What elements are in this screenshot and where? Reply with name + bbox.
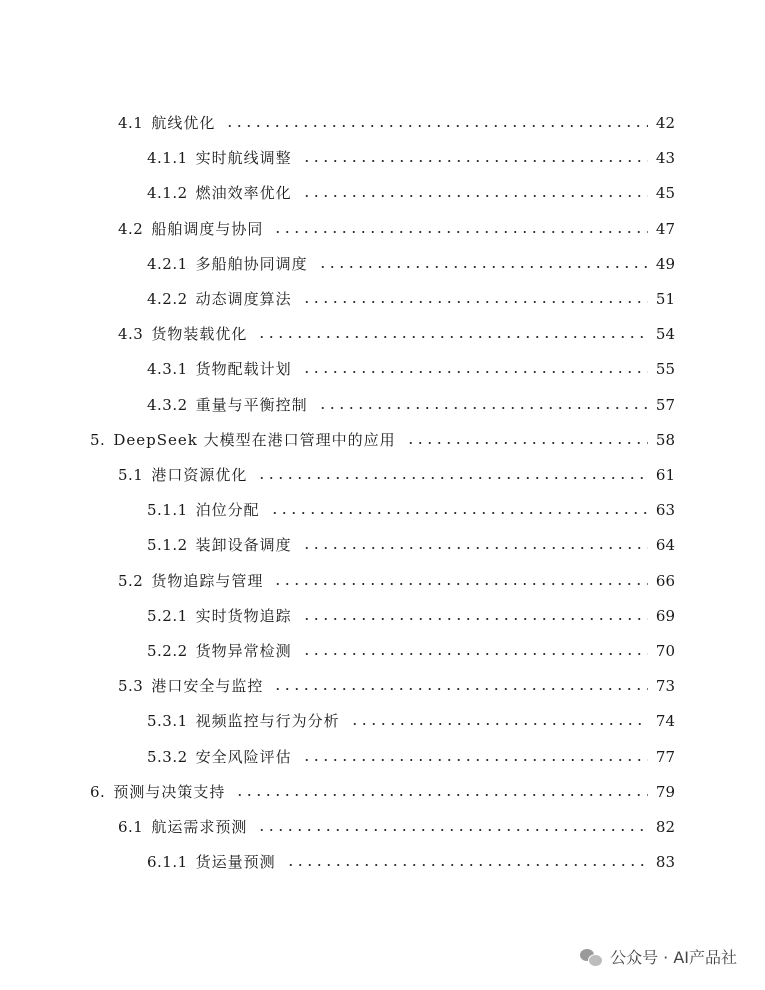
toc-number: 4.1 [118, 114, 144, 132]
toc-page-number: 55 [655, 360, 675, 379]
dot-leader [302, 160, 648, 162]
toc-title: 预测与决策支持 [113, 782, 226, 801]
dot-leader [286, 864, 648, 866]
toc-page-number: 51 [655, 290, 675, 308]
toc-title: 装卸设备调度 [195, 536, 292, 555]
toc-title: 货物配载计划 [195, 360, 292, 379]
toc-title: 船舶调度与协同 [151, 219, 264, 238]
toc-number: 5.2.1 [147, 606, 188, 625]
watermark [580, 945, 737, 968]
toc-entry[interactable] [147, 354, 675, 384]
toc-title: 货物装载优化 [151, 325, 248, 344]
toc-number: 4.3.1 [147, 360, 188, 379]
toc-entry[interactable] [118, 214, 675, 244]
dot-leader [273, 688, 648, 690]
toc-entry[interactable] [147, 495, 675, 525]
toc-entry[interactable] [147, 284, 675, 314]
dot-leader [302, 301, 648, 303]
toc-page-number: 66 [655, 571, 675, 590]
dot-leader [302, 547, 648, 549]
toc-page-number: 49 [655, 254, 675, 273]
dot-leader [302, 653, 648, 655]
toc-page-number: 43 [655, 149, 675, 168]
dot-leader [350, 723, 648, 725]
dot-leader [273, 583, 648, 585]
toc-number: 5. [90, 430, 106, 449]
watermark-text: 公众号 · AI产品社 [610, 948, 737, 967]
toc-number: 6.1.1 [147, 853, 188, 872]
toc-title: 航运需求预测 [151, 818, 248, 836]
toc-page-number: 83 [655, 853, 675, 872]
toc-page-number: 42 [655, 114, 675, 132]
toc-entry[interactable] [147, 178, 675, 208]
toc-title: 动态调度算法 [195, 290, 292, 308]
toc-entry[interactable] [118, 460, 675, 490]
dot-leader [302, 195, 648, 197]
toc-number: 5.1.1 [147, 501, 188, 520]
toc-title: DeepSeek 大模型在港口管理中的应用 [113, 430, 396, 449]
toc-title: 泊位分配 [195, 501, 260, 520]
toc-entry[interactable] [147, 847, 675, 877]
dot-leader [318, 266, 648, 268]
toc-number: 4.1.1 [147, 149, 188, 168]
dot-leader [318, 407, 648, 409]
toc-page-number: 77 [655, 747, 675, 766]
toc-number: 4.2.2 [147, 290, 188, 308]
dot-leader [257, 477, 648, 479]
toc-page-number: 82 [655, 818, 675, 836]
toc-page-number: 73 [655, 677, 675, 696]
toc-number: 4.2 [118, 219, 144, 238]
toc-number: 4.3 [118, 325, 144, 344]
toc-number: 4.3.2 [147, 395, 188, 414]
toc-entry[interactable] [90, 425, 675, 455]
toc-page-number: 70 [655, 642, 675, 660]
dot-leader [302, 371, 648, 373]
toc-entry[interactable] [147, 636, 675, 666]
toc-entry[interactable] [118, 108, 675, 138]
toc-title: 港口资源优化 [151, 466, 248, 484]
toc-entry[interactable] [147, 390, 675, 420]
dot-leader [270, 512, 648, 514]
toc-title: 重量与平衡控制 [195, 395, 308, 414]
toc-page-number: 63 [655, 501, 675, 520]
dot-leader [406, 442, 648, 444]
toc-entry[interactable] [147, 706, 675, 736]
toc-title: 实时货物追踪 [195, 606, 292, 625]
toc-title: 实时航线调整 [195, 149, 292, 168]
toc-title: 货物异常检测 [195, 642, 292, 660]
toc-number: 4.2.1 [147, 254, 188, 273]
toc-title: 视频监控与行为分析 [195, 712, 340, 731]
toc-entry[interactable] [118, 671, 675, 701]
toc-entry[interactable] [147, 143, 675, 173]
toc-number: 5.1 [118, 466, 144, 484]
toc-title: 货物追踪与管理 [151, 571, 264, 590]
toc-title: 多船舶协同调度 [195, 254, 308, 273]
toc-entry[interactable] [147, 530, 675, 560]
dot-leader [235, 794, 648, 796]
toc-page-number: 57 [655, 395, 675, 414]
dot-leader [225, 125, 648, 127]
toc-number: 5.1.2 [147, 536, 188, 555]
toc-entry[interactable] [118, 319, 675, 349]
toc-page-number: 47 [655, 219, 675, 238]
toc-page-number: 64 [655, 536, 675, 555]
toc-page-number: 61 [655, 466, 675, 484]
toc-entry[interactable] [118, 566, 675, 596]
toc-page-number: 54 [655, 325, 675, 344]
toc-entry[interactable] [147, 742, 675, 772]
toc-number: 6.1 [118, 818, 144, 836]
dot-leader [302, 618, 648, 620]
toc-title: 货运量预测 [195, 853, 276, 872]
toc-title: 安全风险评估 [195, 747, 292, 766]
toc-title: 港口安全与监控 [151, 677, 264, 696]
dot-leader [302, 759, 648, 761]
toc-entry[interactable] [147, 601, 675, 631]
toc-number: 5.3.1 [147, 712, 188, 731]
toc-number: 6. [90, 782, 106, 801]
dot-leader [257, 336, 648, 338]
dot-leader [257, 829, 648, 831]
dot-leader [273, 231, 648, 233]
toc-page-number: 79 [655, 782, 675, 801]
toc-entry[interactable] [147, 249, 675, 279]
toc-page-number: 45 [655, 184, 675, 203]
toc-number: 4.1.2 [147, 184, 188, 203]
toc-number: 5.3 [118, 677, 144, 696]
toc-page-number: 58 [655, 430, 675, 449]
toc-title: 燃油效率优化 [195, 184, 292, 203]
toc-page-number: 74 [655, 712, 675, 731]
toc-number: 5.2.2 [147, 642, 188, 660]
wechat-icon [580, 948, 602, 966]
toc-entry[interactable] [90, 777, 675, 807]
toc-page-number: 69 [655, 606, 675, 625]
toc-title: 航线优化 [151, 114, 216, 132]
toc-number: 5.2 [118, 571, 144, 590]
toc-number: 5.3.2 [147, 747, 188, 766]
toc-entry[interactable] [118, 812, 675, 842]
